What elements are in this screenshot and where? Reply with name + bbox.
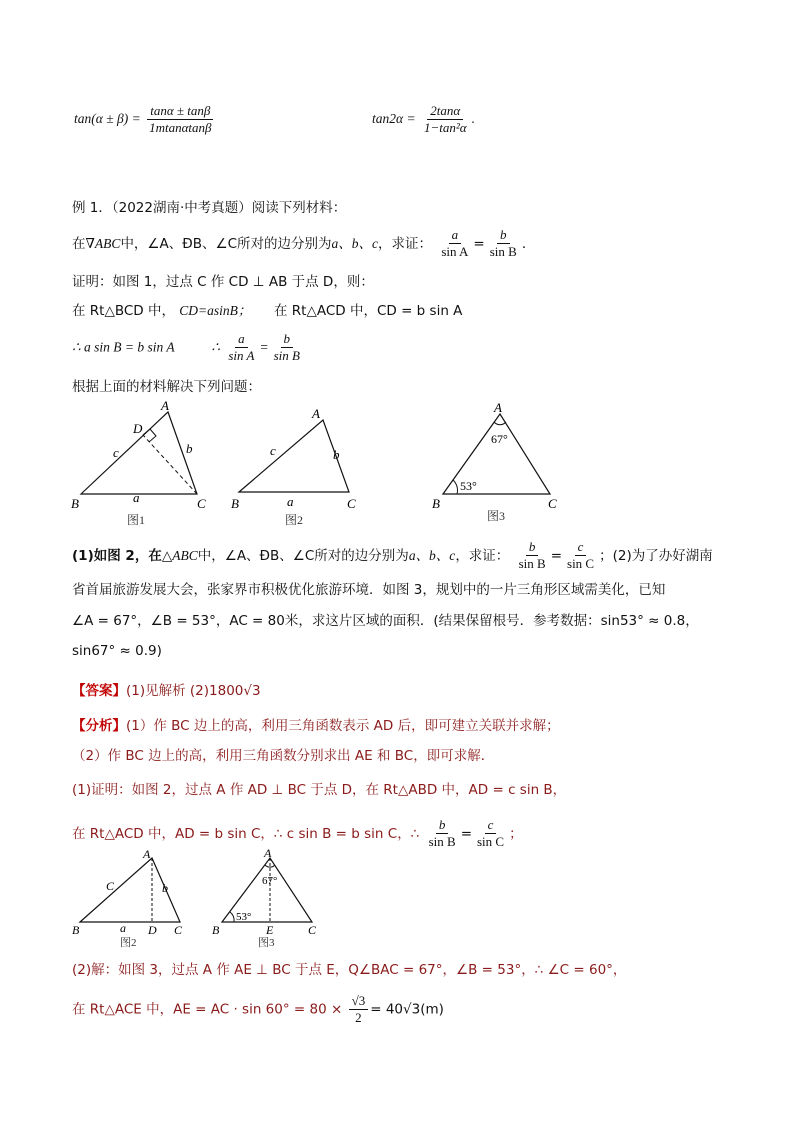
proof2-b: CD=asinB；	[179, 303, 252, 318]
answer-line	[72, 683, 261, 699]
s2-eq: =	[460, 825, 472, 842]
bfig3-label-C: C	[308, 923, 317, 937]
proof-line-1: 证明：如图 1，过点 C 作 CD ⊥ AB 于点 D，则：	[72, 274, 374, 290]
question-line-1	[72, 540, 713, 572]
tan2-denominator: 1−tan²α	[423, 120, 467, 136]
proof3-num1: a	[235, 332, 248, 348]
proof3-fraction-1	[225, 332, 257, 364]
q1-fraction-1	[516, 540, 549, 572]
q1-fraction-2	[564, 540, 597, 572]
fig2-label-b: b	[333, 447, 340, 462]
stmt-fraction-2	[487, 228, 520, 260]
q1-vars: a、b、c	[408, 547, 456, 563]
figure-2	[225, 402, 375, 528]
bfig2-label-D: D	[148, 923, 157, 937]
question-line-2: 省首届旅游发展大会，张家界市积极优化旅游环境．如图 3，规划中的一片三角形区域需美化，已知	[72, 582, 666, 598]
tan-sum-formula	[74, 104, 217, 136]
bfig2-label-C: C	[174, 923, 183, 937]
bfig2-label-b: b	[162, 881, 168, 895]
fig2-caption: 图2	[285, 513, 304, 527]
bfig2-caption: 图2	[120, 937, 137, 949]
figure-2-bottom	[68, 846, 198, 950]
stmt-eq: =	[473, 235, 485, 252]
fig2-label-a: a	[287, 494, 294, 509]
analysis-line-2: （2）作 BC 边上的高，利用三角函数分别求出 AE 和 BC，即可求解．	[72, 748, 495, 764]
fig2-label-C: C	[347, 496, 356, 511]
fig1-label-B: B	[71, 496, 79, 511]
fig3-caption: 图3	[487, 509, 506, 523]
fig1-right-angle	[143, 429, 156, 442]
fig1-label-c: c	[113, 445, 119, 460]
stmt-frac2-num: b	[497, 228, 510, 244]
stmt-pre: 在	[72, 235, 86, 252]
bfig3-angle-B: 53°	[236, 911, 252, 923]
q1-pre: (1)如图 2，在	[72, 547, 162, 564]
s4-num: √3	[349, 994, 369, 1010]
fig3-angle-A-arc	[494, 422, 506, 425]
s2-text: 在 Rt△ACD 中，AD = b sin C，∴ c sin B = b sin C，∴	[72, 825, 420, 842]
tan2-end: .	[471, 110, 475, 126]
analysis-label: 【分析】	[72, 718, 126, 734]
bfig3-angle-A: 67°	[262, 875, 278, 887]
question-line-4: sin67° ≈ 0.9)	[72, 643, 162, 659]
stmt-frac1-num: a	[449, 228, 462, 244]
tan2-lhs: tan2α =	[372, 110, 416, 126]
analysis-text-1: (1）作 BC 边上的高，利用三角函数表示 AD 后，即可建立关联并求解；	[126, 718, 560, 734]
bfig2-label-B: B	[72, 923, 80, 937]
s4-a: 在 Rt△ACE 中，AE = AC · sin 60° = 80 ×	[72, 1001, 343, 1018]
q1-end: ；(2)为了办好湖南	[599, 547, 713, 564]
proof3-num2: b	[281, 332, 294, 348]
fig1-label-A: A	[161, 398, 169, 413]
solution-line-4	[72, 994, 444, 1026]
tan-sum-numerator: tanα ± tanβ	[147, 104, 213, 120]
tan-double-formula	[372, 104, 475, 136]
q1-den1: sin B	[518, 556, 546, 572]
q1-eq: =	[550, 547, 563, 564]
fig2-label-c: c	[270, 443, 276, 458]
bfig3-label-B: B	[212, 923, 220, 937]
fig1-label-C: C	[197, 496, 206, 511]
fig1-label-D: D	[133, 421, 143, 436]
stmt-post: ，求证：	[378, 235, 433, 252]
s2-fraction-1	[426, 818, 459, 850]
bfig2-label-a: a	[120, 921, 126, 935]
solve-intro: 根据上面的材料解决下列问题：	[72, 379, 261, 395]
proof3-a: ∴ a sin B = b sin A	[72, 339, 175, 355]
proof2-c: 在 Rt△ACD 中，CD = b sin A	[274, 303, 463, 319]
figure-3	[425, 398, 575, 528]
solution-line-3: (2)解：如图 3，过点 A 作 AE ⊥ BC 于点 E，Q∠BAC = 67°，∠B = 53°，∴ ∠C = 60°，	[72, 962, 627, 978]
s4-fraction	[349, 994, 369, 1026]
s4-b: = 40√3(m)	[370, 1001, 444, 1018]
stmt-frac1-den: sin A	[441, 244, 469, 260]
q1-triangle: △ABC	[161, 547, 198, 563]
proof3-eq: =	[259, 339, 269, 355]
proof3-fraction-2	[271, 332, 303, 364]
q1-num2: c	[575, 540, 587, 556]
fig2-label-A: A	[312, 406, 320, 421]
stmt-mid: 中，∠A、ÐB、∠C所对的边分别为	[120, 235, 332, 252]
answer-label: 【答案】	[72, 683, 126, 699]
bfig3-caption: 图3	[258, 937, 275, 949]
solution-line-2	[72, 818, 523, 850]
bfig2-label-c: C	[106, 879, 115, 893]
stmt-vars: a、b、c	[331, 235, 379, 251]
proof-line-3	[72, 332, 305, 364]
s2-den2: sin C	[477, 834, 505, 850]
figure-3-bottom	[208, 846, 328, 950]
tan-sum-fraction	[146, 104, 214, 136]
answer-text: (1)见解析 (2)1800√3	[126, 683, 261, 699]
fig1-label-a: a	[133, 490, 140, 505]
fig3-angle-B: 53°	[460, 479, 477, 493]
example-statement	[72, 228, 535, 260]
fig3-label-C: C	[548, 496, 557, 511]
proof2-a: 在 Rt△BCD 中，	[72, 303, 175, 319]
q1-post: ，求证：	[455, 547, 510, 564]
solution-line-1: (1)证明：如图 2，过点 A 作 AD ⊥ BC 于点 D，在 Rt△ABD 中，AD = c sin B，	[72, 782, 567, 798]
proof-line-2	[72, 303, 462, 319]
stmt-frac2-den: sin B	[489, 244, 517, 260]
s2-fraction-2	[474, 818, 507, 850]
tan-sum-lhs: tan(α ± β) =	[74, 110, 141, 126]
fig3-label-A: A	[494, 400, 502, 415]
bfig3-angle-B-arc	[230, 912, 234, 922]
s4-den: 2	[355, 1010, 362, 1026]
q1-mid: 中，∠A、ÐB、∠C所对的边分别为	[197, 547, 409, 564]
s2-end: ；	[509, 825, 523, 842]
q1-den2: sin C	[567, 556, 595, 572]
fig3-angle-A: 67°	[491, 432, 508, 446]
tan-sum-denominator: 1mtanαtanβ	[149, 120, 212, 136]
fig3-angle-B-arc	[453, 480, 458, 494]
proof3-den2: sin B	[273, 348, 300, 364]
fig3-label-B: B	[432, 496, 440, 511]
stmt-fraction-1	[438, 228, 471, 260]
fig1-caption: 图1	[127, 513, 146, 527]
tan2-fraction	[421, 104, 470, 136]
tan2-numerator: 2tanα	[427, 104, 463, 120]
s2-num1: b	[436, 818, 449, 834]
stmt-end: ．	[521, 235, 536, 252]
proof3-den1: sin A	[228, 348, 255, 364]
fig1-label-b: b	[186, 441, 193, 456]
fig2-label-B: B	[231, 496, 239, 511]
q1-num1: b	[526, 540, 539, 556]
bfig2-label-A: A	[143, 847, 151, 861]
bfig3-label-E: E	[266, 923, 274, 937]
figure-1	[65, 398, 225, 530]
example-title: 例 1．（2022湖南·中考真题）阅读下列材料：	[72, 200, 347, 216]
analysis-line-1	[72, 718, 560, 734]
bfig3-label-A: A	[264, 846, 272, 860]
stmt-triangle: ∇ABC	[85, 235, 121, 251]
question-line-3: ∠A = 67°，∠B = 53°，AC = 80米，求这片区域的面积．(结果保留根号．参考数据：sin53° ≈ 0.8，	[72, 613, 699, 629]
proof3-b: ∴	[211, 339, 220, 355]
s2-num2: c	[485, 818, 497, 834]
s2-den1: sin B	[428, 834, 456, 850]
